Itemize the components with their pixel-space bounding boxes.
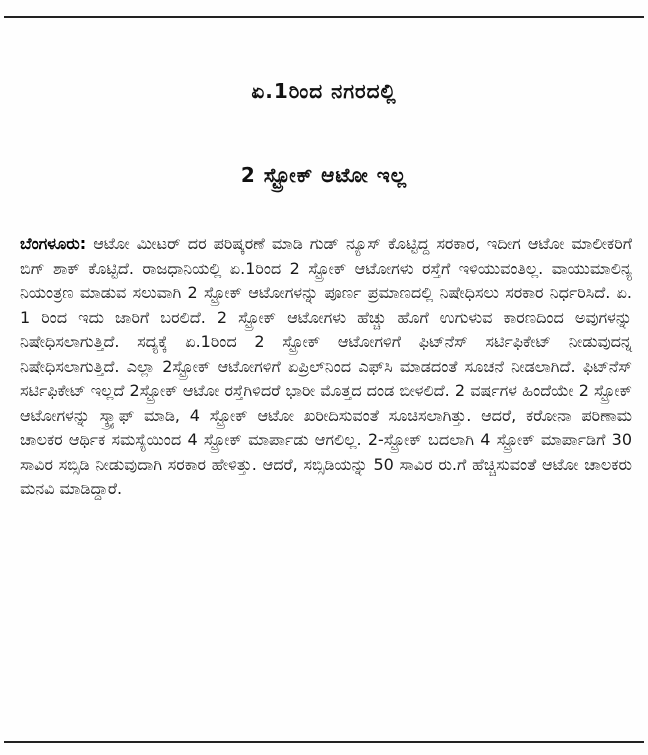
headline-line-2: 2 ಸ್ಟ್ರೋಕ್ ಆಟೋ ಇಲ್ಲ (240, 163, 408, 187)
top-rule (4, 16, 644, 18)
dateline: ಬೆಂಗಳೂರು: (20, 234, 87, 253)
headline-line-1: ಏ.1ರಿಂದ ನಗರದಲ್ಲಿ (251, 79, 397, 103)
article-body (20, 232, 632, 502)
article-body-text: ಆಟೋ ಮೀಟರ್ ದರ ಪರಿಷ್ಕರಣೆ ಮಾಡಿ ಗುಡ್ ನ್ಯೂಸ್ ಕೊಟ್ಟಿದ್ದ ಸರಕಾರ, ಇದೀಗ ಆಟೋ ಮಾಲೀಕರಿಗೆ ಬಿಗ್ ಶಾಕ್ ಕೊಟ್ಟಿದೆ. ರಾಜಧಾನಿಯಲ್ಲಿ ಏ.1ರಿಂದ 2 ಸ್ಟ್ರೋಕ್ ಆಟೋಗಳು ರಸ್ತೆಗೆ ಇಳಿಯುವಂತಿಲ್ಲ. ವಾಯುಮಾಲಿನ್ಯ ನಿಯಂತ್ರಣ ಮಾಡುವ ಸಲುವಾಗಿ 2 ಸ್ಟ್ರೋಕ್ ಆಟೋಗಳನ್ನು ಪೂರ್ಣ ಪ್ರಮಾಣದಲ್ಲಿ ನಿಷೇಧಿಸಲು ಸರಕಾರ ನಿರ್ಧರಿಸಿದೆ. ಏ. 1 ರಿಂದ ಇದು ಜಾರಿಗೆ ಬರಲಿದೆ. 2 ಸ್ಟ್ರೋಕ್ ಆಟೋಗಳು ಹೆಚ್ಚು ಹೊಗೆ ಉಗುಳುವ ಕಾರಣದಿಂದ ಅವುಗಳನ್ನು ನಿಷೇಧಿಸಲಾಗುತ್ತಿದೆ. ಸದ್ಯಕ್ಕೆ ಏ.1ರಿಂದ 2 ಸ್ಟ್ರೋಕ್ ಆಟೋಗಳಿಗೆ ಫಿಟ್‌ನೆಸ್ ಸರ್ಟಿಫಿಕೇಟ್ ನೀಡುವುದನ್ನ ನಿಷೇಧಿಸಲಾಗುತ್ತಿದೆ. ಎಲ್ಲಾ 2ಸ್ಟ್ರೋಕ್ ಆಟೋಗಳಿಗೆ ಏಪ್ರಿಲ್‌ನಿಂದ ಎಫ್‌ಸಿ ಮಾಡದಂತೆ ಸೂಚನೆ ನೀಡಲಾಗಿದೆ. ಫಿಟ್‌ನೆಸ್ ಸರ್ಟಿಫಿಕೇಟ್ ಇಲ್ಲದೆ 2ಸ್ಟ್ರೋಕ್ ಆಟೋ ರಸ್ತೆಗಿಳಿದರೆ ಭಾರೀ ಮೊತ್ತದ ದಂಡ ಬೀಳಲಿದೆ. 2 ವರ್ಷಗಳ ಹಿಂದೆಯೇ 2 ಸ್ಟ್ರೋಕ್ ಆಟೋಗಳನ್ನು ಸ್ಕ್ರ್ಯಾಫ್ ಮಾಡಿ, 4 ಸ್ಟ್ರೋಕ್ ಆಟೋ ಖರೀದಿಸುವಂತೆ ಸೂಚಿಸಲಾಗಿತ್ತು. ಆದರೆ, ಕರೋನಾ ಪರಿಣಾಮ ಚಾಲಕರ ಆರ್ಥಿಕ ಸಮಸ್ಯೆಯಿಂದ 4 ಸ್ಟ್ರೋಕ್ ಮಾರ್ಪಾಡು ಆಗಲಿಲ್ಲ. 2-ಸ್ಟ್ರೋಕ್ ಬದಲಾಗಿ 4 ಸ್ಟ್ರೋಕ್ ಮಾರ್ಪಾಡಿಗೆ 30 ಸಾವಿರ ಸಬ್ಸಿಡಿ ನೀಡುವುದಾಗಿ ಸರಕಾರ ಹೇಳಿತ್ತು. ಆದರೆ, ಸಬ್ಸಿಡಿಯನ್ನು 50 ಸಾವಿರ ರು.ಗೆ ಹೆಚ್ಚಿಸುವಂತೆ ಆಟೋ ಚಾಲಕರು ಮನವಿ ಮಾಡಿದ್ದಾರೆ. (20, 234, 632, 498)
bottom-rule (4, 741, 644, 743)
